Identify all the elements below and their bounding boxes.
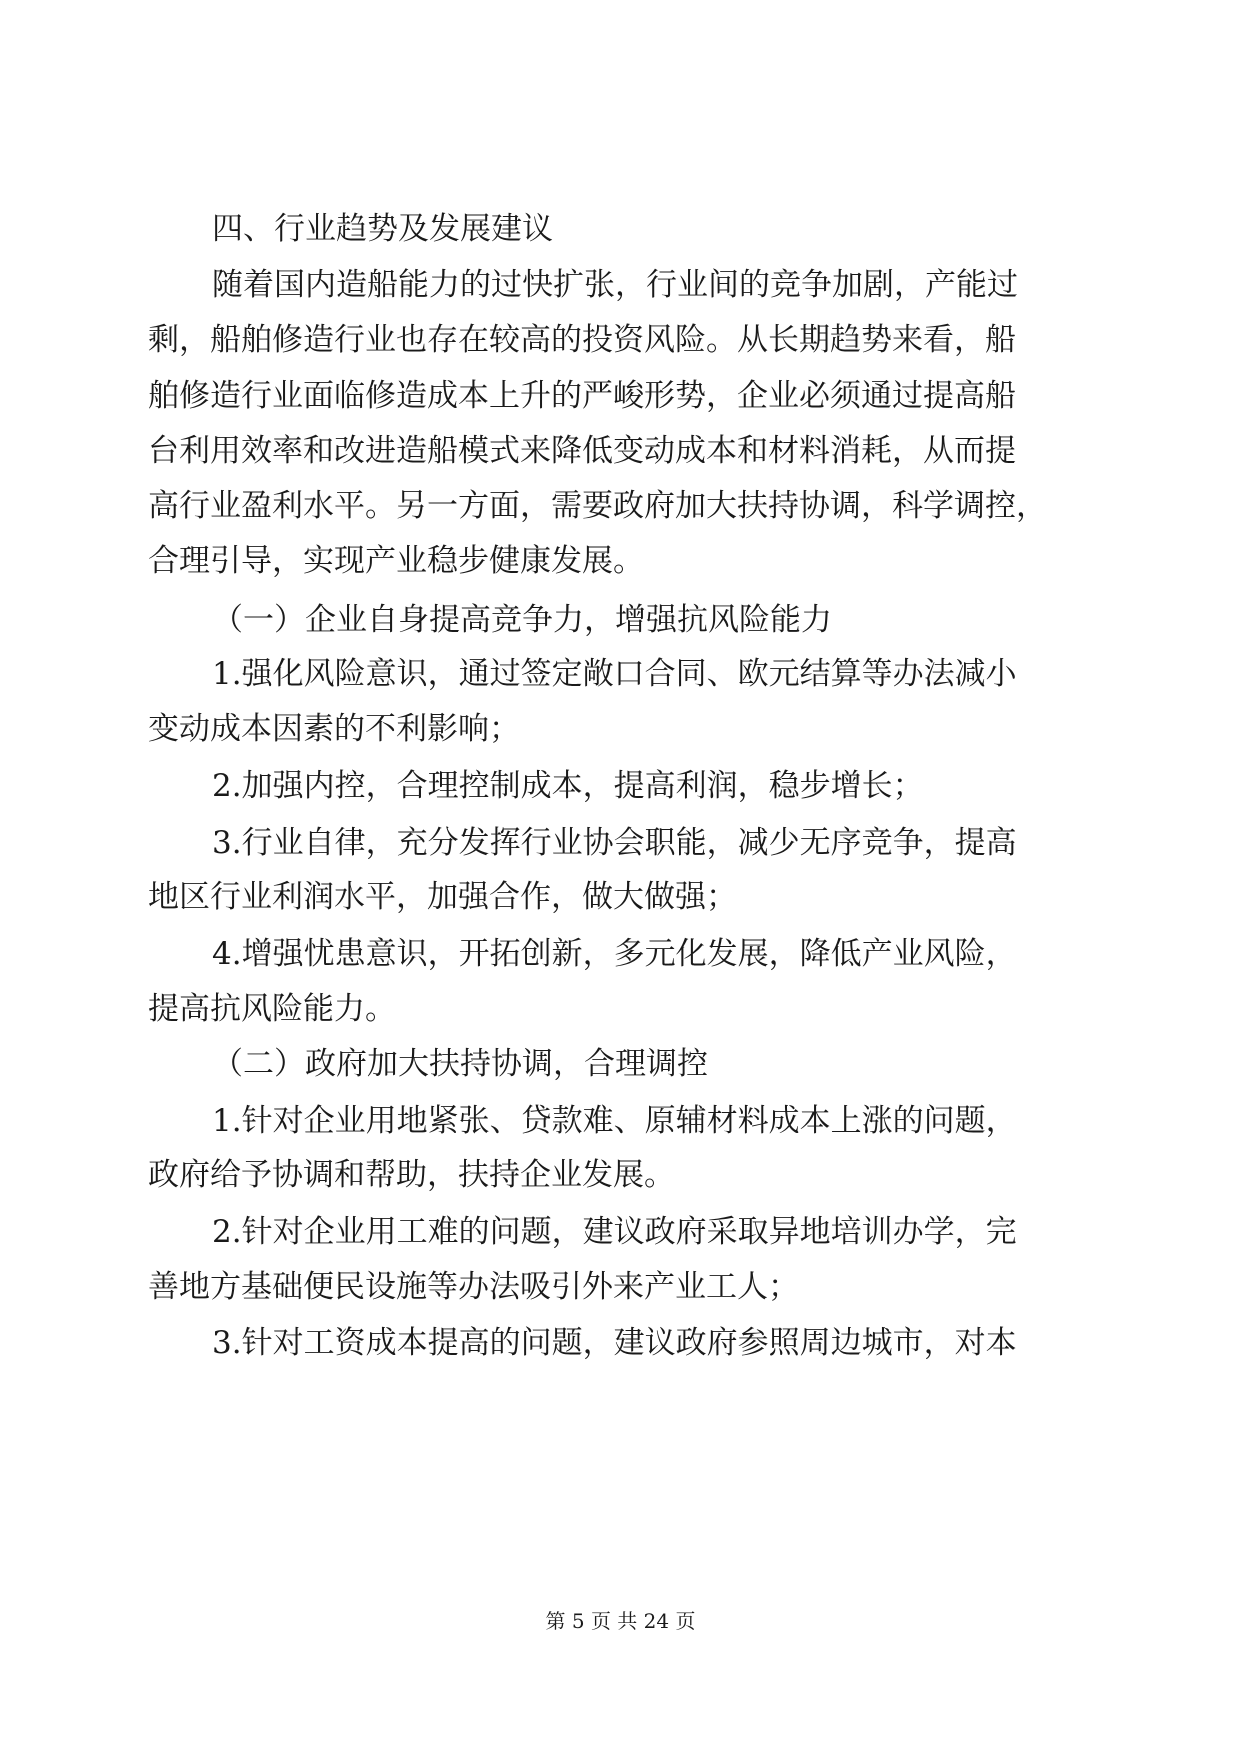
paragraph-line: 合理引导，实现产业稳步健康发展。: [148, 543, 644, 579]
list-item-line: 1.针对企业用地紧张、贷款难、原辅材料成本上涨的问题，: [212, 1103, 1017, 1139]
subheading: （一）企业自身提高竞争力，增强抗风险能力: [212, 602, 832, 638]
paragraph-line: 剩，船舶修造行业也存在较高的投资风险。从长期趋势来看，船: [148, 322, 1016, 358]
list-item-line: 2.加强内控，合理控制成本，提高利润，稳步增长；: [212, 768, 924, 804]
page-number-footer: 第 5 页 共 24 页: [545, 1609, 696, 1633]
list-item-line: 4.增强忧患意识，开拓创新，多元化发展，降低产业风险，: [212, 936, 1017, 972]
section-heading: 四、行业趋势及发展建议: [212, 211, 553, 247]
paragraph-line: 高行业盈利水平。另一方面，需要政府加大扶持协调，科学调控，: [148, 488, 1047, 524]
list-item-line: 善地方基础便民设施等办法吸引外来产业工人；: [148, 1269, 799, 1305]
paragraph-line: 台利用效率和改进造船模式来降低变动成本和材料消耗，从而提: [148, 433, 1016, 469]
list-item-line: 政府给予协调和帮助，扶持企业发展。: [148, 1157, 675, 1193]
list-item-line: 1.强化风险意识，通过签定敞口合同、欧元结算等办法减小: [212, 656, 1017, 692]
list-item-line: 3.行业自律，充分发挥行业协会职能，减少无序竞争，提高: [212, 825, 1017, 861]
list-item-line: 提高抗风险能力。: [148, 991, 396, 1027]
list-item-line: 地区行业利润水平，加强合作，做大做强；: [148, 879, 737, 915]
subheading: （二）政府加大扶持协调，合理调控: [212, 1046, 708, 1082]
list-item-line: 3.针对工资成本提高的问题，建议政府参照周边城市，对本: [212, 1325, 1017, 1361]
list-item-line: 变动成本因素的不利影响；: [148, 711, 520, 747]
list-item-line: 2.针对企业用工难的问题，建议政府采取异地培训办学，完: [212, 1214, 1017, 1250]
paragraph-line: 随着国内造船能力的过快扩张，行业间的竞争加剧，产能过: [212, 267, 1018, 303]
paragraph-line: 舶修造行业面临修造成本上升的严峻形势，企业必须通过提高船: [148, 378, 1016, 414]
